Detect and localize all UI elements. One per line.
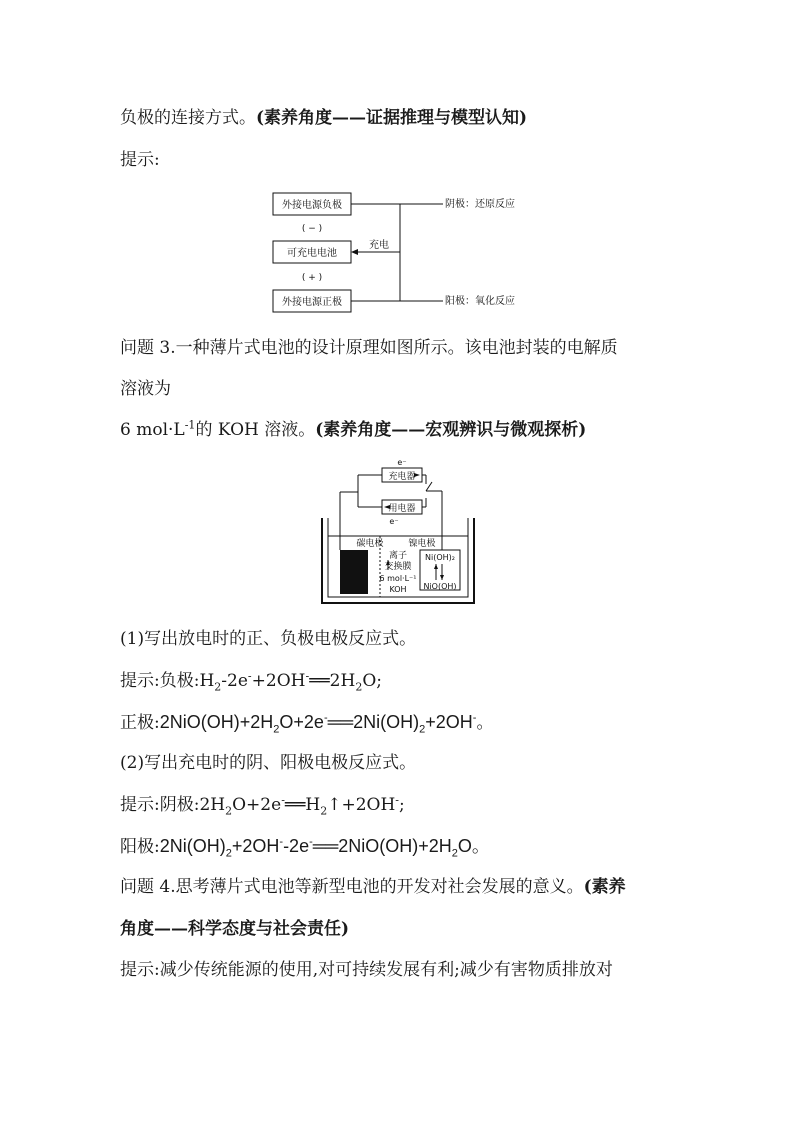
- koh-label: KOH: [389, 585, 407, 594]
- question-4-line1: 问题 4.思考薄片式电池等新型电池的开发对社会发展的意义。(素养: [120, 877, 626, 897]
- hint-negative-electrode: 提示:负极$:H_2-2e^-+2OH^-══2H_2O$;: [120, 669, 382, 694]
- hint-label: 提示:: [120, 150, 160, 170]
- subquestion-2: (2)写出充电时的阴、阳极电极反应式。: [120, 753, 417, 773]
- electron-bottom: e⁻: [389, 517, 399, 526]
- question-3-line1: 问题 3.一种薄片式电池的设计原理如图所示。该电池封装的电解质: [120, 338, 618, 358]
- charger-label: 充电器: [388, 472, 416, 482]
- text-line-connection: 负极的连接方式。(素养角度——证据推理与模型认知): [120, 108, 528, 128]
- charge-label: 充电: [369, 240, 389, 251]
- minus-sign: ( − ): [301, 224, 323, 234]
- thin-film-battery-diagram: [318, 456, 478, 608]
- literacy-tag: (素养角度——证据推理与模型认知): [256, 108, 528, 128]
- box3-label: 外接电源正极: [282, 297, 342, 308]
- box2-label: 可充电电池: [287, 248, 337, 259]
- concentration-label: 6 mol·L⁻¹: [379, 574, 417, 583]
- plus-sign: ( + ): [301, 273, 323, 283]
- question-3-line3: 6 $mol\cdot L^{-1}$的 KOH 溶液。(素养角度——宏观辨识与微观探析): [120, 418, 587, 440]
- question-4-line2: 角度——科学态度与社会责任): [120, 919, 350, 939]
- appliance-label: 用电器: [388, 504, 416, 514]
- question-4-hint: 提示:减少传统能源的使用,对可持续发展有利;减少有害物质排放对: [120, 960, 613, 980]
- carbon-label: 碳电极: [356, 539, 384, 549]
- arrow-down-icon: [440, 575, 444, 580]
- membrane-label-2: 交换膜: [384, 562, 412, 572]
- switch: [426, 482, 432, 491]
- question-3-line2: 溶液为: [120, 379, 171, 399]
- equation: $2NiO(OH)+2H_2O+2e^-══2Ni(OH)_2+2OH^-$: [159, 712, 477, 736]
- niooh-label: NiO(OH): [423, 582, 457, 591]
- anode-label: 阳极：氧化反应: [445, 296, 515, 307]
- equation: $2Ni(OH)_2+2OH^--2e^-══2NiO(OH)+2H_2O$。: [159, 836, 490, 860]
- arrow-head-icon: [351, 249, 358, 255]
- hint-cathode: 提示:阴极$:2H_2O+2e^-══H_2↑+2OH^-$;: [120, 793, 405, 818]
- box1-label: 外接电源负极: [282, 200, 342, 211]
- hint-anode: 阳极$:2Ni(OH)_2+2OH^--2e^-══2NiO(OH)+2H_2O$。: [120, 836, 490, 860]
- nickel-label: 镍电极: [408, 539, 436, 549]
- arrow-up-icon: [434, 564, 438, 569]
- cathode-label: 阴极：还原反应: [445, 199, 515, 210]
- hint-positive-electrode: 正极$:2NiO(OH)+2H_2O+2e^-══2Ni(OH)_2+2OH^-$。: [120, 712, 494, 736]
- charging-connection-diagram: [265, 186, 545, 316]
- literacy-tag: (素养: [583, 877, 626, 897]
- membrane-label-1: 离子: [388, 551, 408, 561]
- literacy-tag: (素养角度——宏观辨识与微观探析): [315, 420, 587, 440]
- carbon-electrode: [340, 550, 368, 594]
- electron-top: e⁻: [397, 458, 407, 467]
- subquestion-1: (1)写出放电时的正、负极电极反应式。: [120, 629, 417, 649]
- nioh2-label: Ni(OH)₂: [425, 553, 455, 562]
